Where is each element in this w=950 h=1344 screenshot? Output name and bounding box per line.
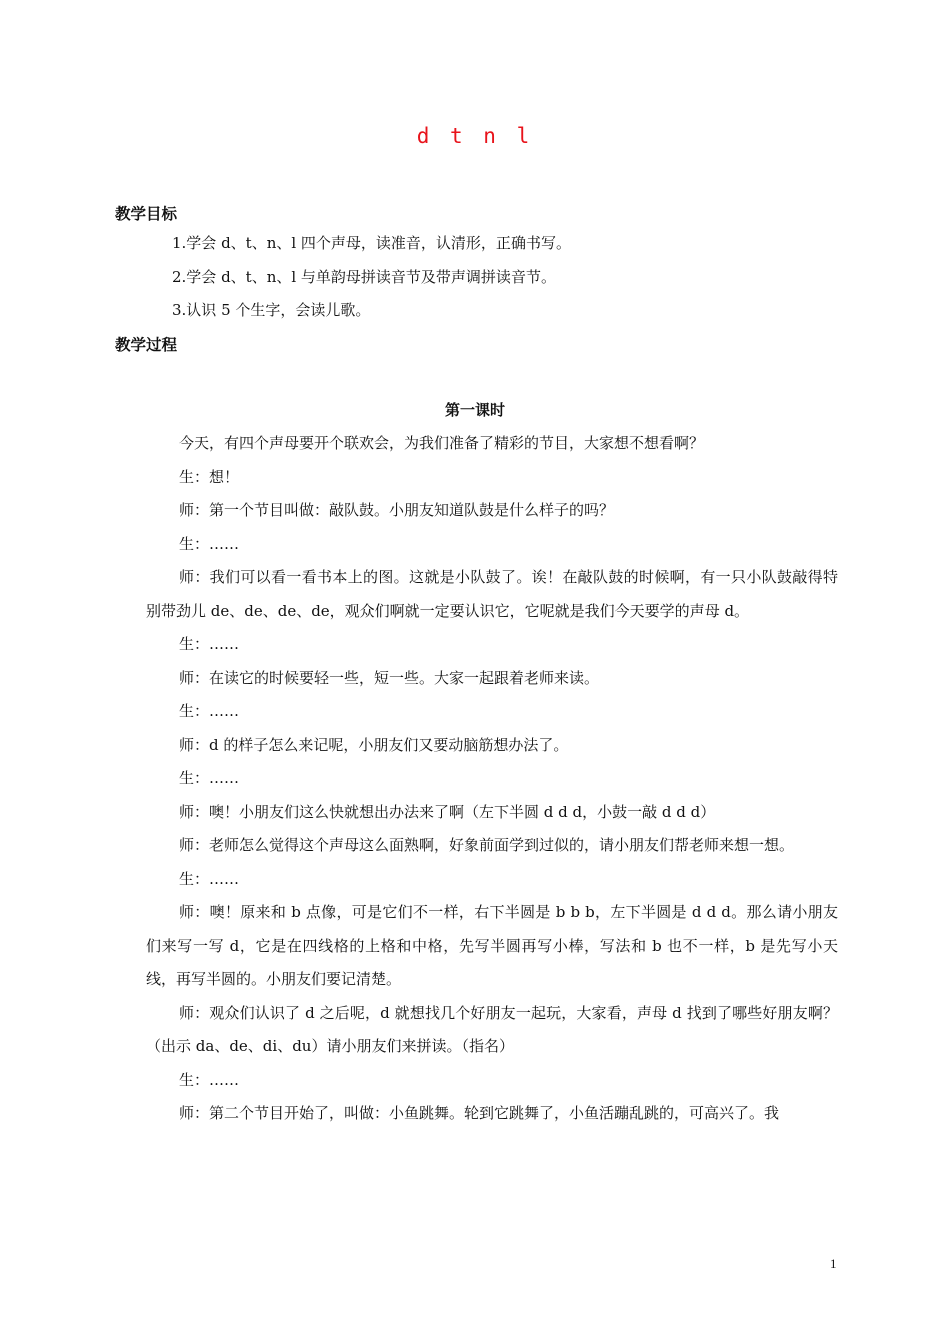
paragraph: 师：第二个节目开始了，叫做：小鱼跳舞。轮到它跳舞了，小鱼活蹦乱跳的，可高兴了。我 [179, 1104, 780, 1122]
paragraph: 生：…… [179, 769, 240, 787]
paragraph: 师：噢！小朋友们这么快就想出办法来了啊（左下半圆 d d d，小鼓一敲 d d d） [179, 802, 716, 821]
paragraph: 师：噢！原来和 b 点像，可是它们不一样，右下半圆是 b b b，左下半圆是 d d d。那么请小朋友们来写一写 d，它是在四线格的上格和中格，先写半圆再写小棒，写法和 b 也不一样，b 是先写小天线，再写半圆的。小朋友们要记清楚。 [146, 903, 838, 988]
paragraph: 师：老师怎么觉得这个声母这么面熟啊，好象前面学到过似的，请小朋友们帮老师来想一想。 [179, 836, 795, 854]
process-heading: 教学过程 [115, 336, 178, 354]
lesson-title: 第一课时 [444, 401, 505, 419]
lesson-body [146, 427, 838, 1131]
paragraph: 生：…… [179, 702, 240, 720]
paragraph: 师：d 的样子怎么来记呢，小朋友们又要动脑筋想办法了。 [179, 735, 569, 754]
paragraph: 今天，有四个声母要开个联欢会，为我们准备了精彩的节目，大家想不想看啊？ [179, 434, 705, 452]
paragraph: 生：想！ [179, 467, 240, 486]
paragraph: 师：我们可以看一看书本上的图。这就是小队鼓了。诶！在敲队鼓的时候啊，有一只小队鼓敲得特别带劲儿 de、de、de、de，观众们啊就一定要认识它，它呢就是我们今天要学的声母 d。 [146, 568, 838, 620]
page-number: 1 [830, 1256, 837, 1271]
goal-item: 2.学会 d、t、n、l 与单韵母拼读音节及带声调拼读音节。 [172, 268, 556, 286]
paragraph: 师：观众们认识了 d 之后呢，d 就想找几个好朋友一起玩，大家看，声母 d 找到了哪些好朋友啊？（出示 da、de、di、du）请小朋友们来拼读。（指名） [146, 1003, 838, 1055]
goal-item: 3.认识 5 个生字，会读儿歌。 [172, 301, 371, 319]
paragraph: 生：…… [179, 534, 240, 553]
paragraph: 生：…… [179, 869, 240, 888]
paragraph: 师：在读它的时候要轻一些，短一些。大家一起跟着老师来读。 [179, 668, 600, 687]
paragraph: 生：…… [179, 635, 240, 653]
goal-item: 1.学会 d、t、n、l 四个声母，读准音，认清形，正确书写。 [172, 234, 571, 252]
paragraph: 师：第一个节目叫做：敲队鼓。小朋友知道队鼓是什么样子的吗？ [179, 501, 615, 519]
paragraph: 生：…… [179, 1070, 240, 1089]
goals-heading: 教学目标 [115, 205, 178, 223]
document-title: d t n l [416, 124, 534, 148]
